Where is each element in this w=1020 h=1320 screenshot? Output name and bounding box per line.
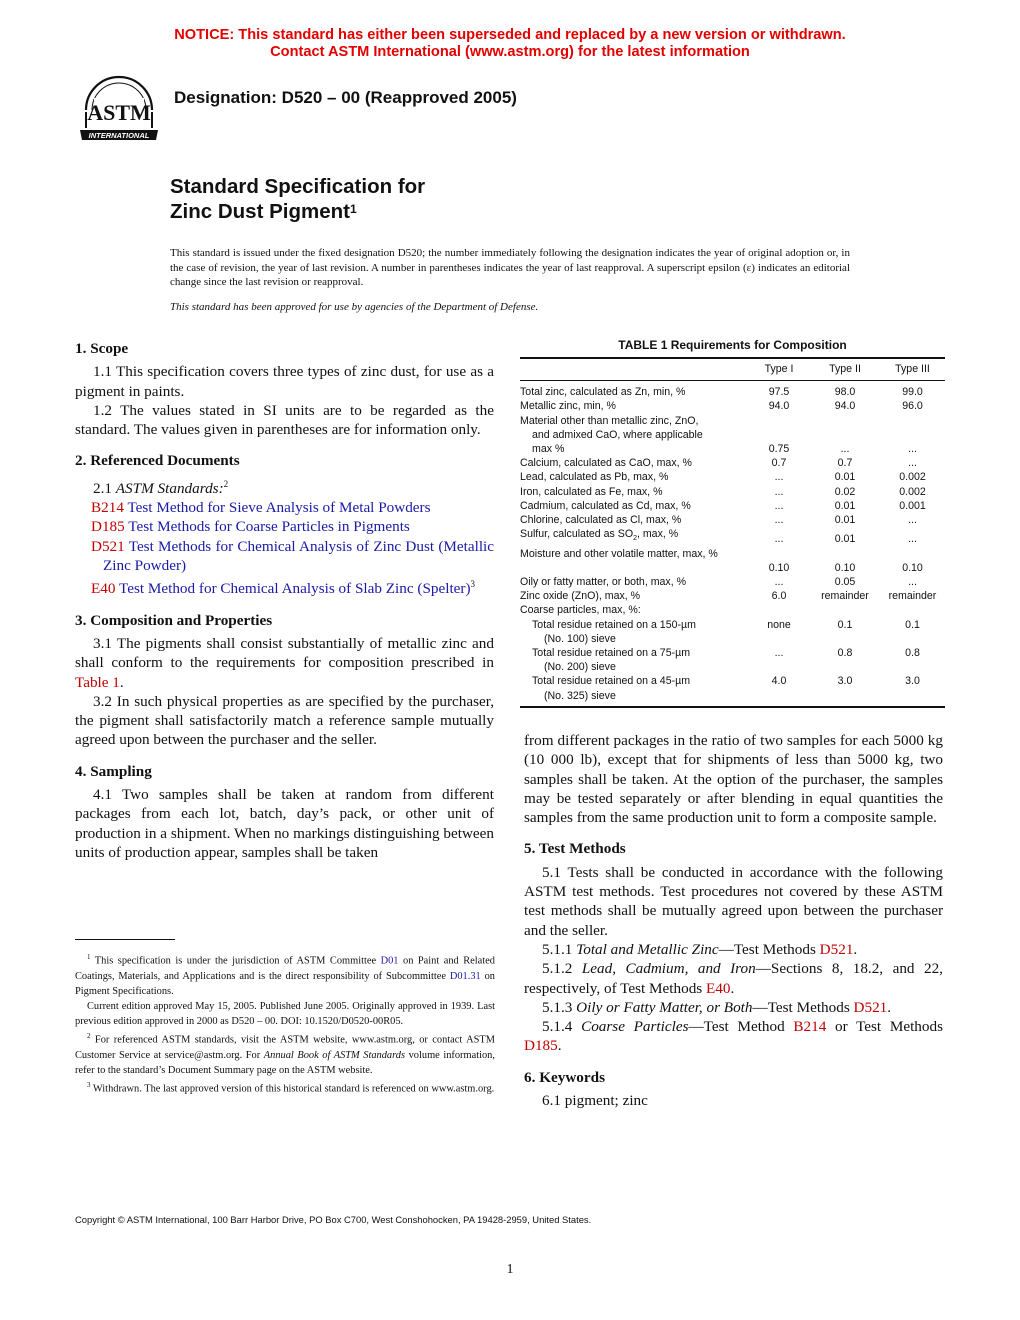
table-cell: 0.8 [905,646,920,659]
table-row-label: Total residue retained on a 45-µm [532,675,691,688]
table-cell: ... [774,533,784,546]
table-row [520,632,945,646]
table-cell: ... [774,514,784,527]
table-row [520,561,945,575]
table-row-label: (No. 100) sieve [544,632,616,645]
section-heading-test-methods: 5. Test Methods [524,840,626,858]
table-row [520,399,945,413]
table-cell [880,414,945,428]
table-cell: remainder [888,590,937,603]
table-row [520,660,945,674]
astm-logo [78,72,160,148]
table-cell: 4.0 [771,675,787,688]
table-header-cell: Type I [764,363,794,375]
table-cell: 0.7 [837,457,853,470]
table-row [520,689,945,707]
committee-link[interactable]: D01 [380,955,399,967]
title-footnote-marker: 1 [349,202,357,216]
table-cell [810,428,880,442]
reference-title-link[interactable]: Test Methods for Chemical Analysis of Zinc Dust (Metallic Zinc Powder) [103,537,494,575]
footnote-1-edition: Current edition approved May 15, 2005. Published June 2005. Originally approved in 1939. Last previous edition approved in 2000 as D520 – 00. DOI: 10.1520/D0520-00R05. [75,1000,495,1027]
section-heading-scope: 1. Scope [75,340,129,357]
copyright-line: Copyright © ASTM International, 100 Barr Harbor Drive, PO Box C700, West Conshohocken, PA 19428-2959, United States. [75,1214,592,1225]
footnote-rule [75,939,175,940]
title-line-1: Standard Specification for [170,175,426,198]
table-row [520,527,945,546]
left-column [75,339,494,862]
table-cell: 0.001 [899,499,926,512]
table-title: TABLE 1 Requirements for Composition [618,338,847,352]
table-cell: ... [774,485,784,498]
table-cell: 94.0 [768,400,790,413]
table-row-label: Calcium, calculated as CaO, max, % [520,457,692,470]
table-row [520,674,945,688]
table-row-label: Zinc oxide (ZnO), max, % [520,590,641,603]
footnote-3: $^3$ Withdrawn. The last approved version of this historical standard is referenced on www.astm.org. [87,1080,495,1095]
table-cell [748,660,810,674]
table-cell: remainder [821,590,869,603]
table-row-label: Total zinc, calculated as Zn, min, % [520,386,686,399]
reference-title-link[interactable]: Test Method for Chemical Analysis of Slab Zinc (Spelter) [115,580,471,598]
table-cell: ... [908,575,917,588]
table-header-cell [520,358,748,381]
reference-item [75,498,494,517]
paragraph-4-1-continued: from different packages in the ratio of two samples for each 5000 kg (10 000 lb), except that for shipments of less than 5000 kg, two samples shall be taken. At the option of the purchaser, the samples may be tested separately or after blending in equal quantities the samples from the same production unit to form a composite sample. [524,732,943,827]
reference-title-link[interactable]: Test Method for Sieve Analysis of Metal Powders [123,499,431,517]
table-row-label: Oily or fatty matter, or both, max, % [520,575,687,588]
table-row-label: (No. 325) sieve [544,689,616,702]
table-row-label: Coarse particles, max, %: [520,604,641,617]
section-heading-keywords: 6. Keywords [524,1068,605,1086]
d521-link[interactable]: D521 [819,940,854,958]
table-cell: 0.01 [834,471,856,484]
table-cell: ... [774,471,784,484]
table-cell: 3.0 [837,675,853,688]
logo-subtext: INTERNATIONAL [88,131,150,140]
table-row-label: Chlorine, calculated as Cl, max, % [520,514,682,527]
table-row [520,428,945,442]
table-row [520,589,945,603]
table-cell [880,547,945,561]
table-cell: 0.01 [834,533,856,546]
footnotes [75,950,495,1096]
table-cell: ... [908,533,917,546]
paragraph-3-2: 3.2 In such physical properties as are specified by the purchaser, the pigment shall satisfactorily match a reference sample mutually agreed upon between the purchaser and the seller. [75,692,494,749]
table-row [520,499,945,513]
table-cell [880,603,945,617]
table-row [520,513,945,527]
table-cell: 0.7 [771,457,787,470]
table-cell: 6.0 [771,590,787,603]
document-title [170,174,425,224]
table-row-label: Cadmium, calculated as Cd, max, % [520,499,691,512]
table-cell: 0.05 [834,575,856,588]
table-row-label: Iron, calculated as Fe, max, % [520,485,663,498]
issuance-note: This standard is issued under the fixed designation D520; the number immediately following the designation indicates the year of original adoption or, in the case of revision, the year of last revision. A number in parentheses indicates the year of last reapproval. A superscript epsilon (ε) indicates an editorial change since the last revision or reapproval. [170,247,850,289]
table-cell [880,428,945,442]
paragraph-1-1: 1.1 This specification covers three types of zinc dust, for use as a pigment in paints. [75,363,494,400]
table-cell [748,414,810,428]
table-cell: ... [908,514,917,527]
d521-link[interactable]: D521 [853,998,888,1016]
table-cell: ... [774,575,784,588]
table-row-label: Lead, calculated as Pb, max, % [520,471,669,484]
table-cell: ... [840,443,850,456]
table-row [520,485,945,499]
table-cell [748,428,810,442]
table-row-label: max % [532,443,565,456]
paragraph-5-1-3: 5.1.3 Oily or Fatty Matter, or Both—Test Methods D521. [542,998,892,1016]
table-header-cell: Type II [829,363,861,375]
table-1-link[interactable]: Table 1 [75,673,120,691]
paragraph-5-1: 5.1 Tests shall be conducted in accordance with the following ASTM test methods. Test procedures not covered by these ASTM test methods shall be mutually agreed upon between the purchaser and the seller. [524,863,943,939]
table-row [520,470,945,484]
table-row-label: Total residue retained on a 150-µm [532,618,696,631]
table-cell: 0.10 [902,561,923,574]
table-row [520,442,945,456]
right-column [524,731,943,1110]
reference-code-link[interactable]: B214 [91,499,124,517]
b214-link[interactable]: B214 [793,1018,827,1036]
table-row-label: and admixed CaO, where applicable [532,428,703,441]
reference-item [75,537,494,576]
table-cell [748,603,810,617]
table-cell: 0.01 [834,514,856,527]
table-cell: 96.0 [902,400,923,413]
table-cell: 3.0 [905,675,920,688]
table-row [520,414,945,428]
table-cell: 0.10 [834,561,856,574]
table-cell [880,689,945,707]
table-cell: 0.02 [834,485,856,498]
table-row [520,456,945,470]
section-heading-referenced-documents: 2. Referenced Documents [75,452,240,470]
astm-logo-mark [78,72,160,148]
logo-text: ASTM [87,100,151,125]
table-row-label: Metallic zinc, min, % [520,400,616,413]
section-heading-sampling: 4. Sampling [75,762,152,780]
section-heading-composition: 3. Composition and Properties [75,611,273,629]
table-body [520,381,945,707]
withdrawal-notice [0,27,1020,61]
table-row-label: Sulfur, calculated as $SO_2$, max, % [520,528,679,543]
table-cell: 0.1 [905,618,920,631]
table-cell: 0.10 [768,561,790,574]
paragraph-2-1: 2.1 ASTM Standards:$^2$ [93,478,229,497]
table-cell [748,632,810,646]
table-row-label: Moisture and other volatile matter, max, % [520,547,718,560]
footnote-2: $^2$ For referenced ASTM standards, visit the ASTM website, www.astm.org, or contact ASTM Customer Service at service@astm.org. For Annual Book of ASTM Standards volume information, refer to the standard’s Document Summary page on the ASTM website. [75,1031,495,1076]
table-cell: ... [908,443,917,456]
table-cell [880,632,945,646]
table-cell [748,689,810,707]
reference-item [75,517,494,536]
d185-link[interactable]: D185 [524,1037,558,1055]
page-number: 1 [506,1262,514,1277]
table-cell: 0.002 [899,471,926,484]
table-cell: 0.8 [837,646,853,659]
footnote-1: $^1$ This specification is under the jurisdiction of ASTM Committee D01 on Paint and Related Coatings, Materials, and Applications and is the direct responsibility of Subcommittee D01.31 on Pigment Specifications. [75,953,495,997]
paragraph-5-1-4: 5.1.4 Coarse Particles—Test Method B214 or Test Methods D185. [524,1018,944,1055]
notice-line-1: NOTICE: This standard has either been superseded and replaced by a new version or withdrawn. [174,27,846,43]
paragraph-4-1: 4.1 Two samples shall be taken at random from different packages from each lot, batch, day’s pack, or other unit of production in a shipment. When no markings distinguishing between units of production appear, samples shall be taken [75,786,494,861]
notice-line-2: Contact ASTM International (www.astm.org) for the latest information [270,44,750,60]
composition-table-wrapper [520,357,945,708]
paragraph-3-1: 3.1 The pigments shall consist substantially of metallic zinc and shall conform to the requirements for composition prescribed in Table 1. [75,634,494,691]
table-cell [880,660,945,674]
title-line-2: Zinc Dust Pigment$^1$ [170,200,357,223]
subcommittee-link[interactable]: D01.31 [449,970,481,982]
composition-table [520,357,945,708]
paragraph-5-1-2: 5.1.2 Lead, Cadmium, and Iron—Sections 8, 18.2, and 22, respectively, of Test Methods E40. [524,960,943,997]
table-row-label: (No. 200) sieve [544,661,616,674]
table-cell [810,689,880,707]
table-row [520,618,945,632]
table-cell: 97.5 [768,386,790,399]
table-row-label [520,561,748,575]
reference-code-link[interactable]: E40 [91,580,116,598]
table-cell: 98.0 [834,386,856,399]
table-cell: ... [774,499,784,512]
reference-title-link[interactable]: Test Methods for Coarse Particles in Pigments [124,518,410,536]
table-row [520,547,945,561]
paragraph-5-1-1: 5.1.1 Total and Metallic Zinc—Test Methods D521. [542,940,858,958]
dod-approval-note: This standard has been approved for use by agencies of the Department of Defense. [170,301,539,313]
paragraph-1-2: 1.2 The values stated in SI units are to be regarded as the standard. The values given in parentheses are for information only. [75,401,494,439]
table-row [520,575,945,589]
table-row-label: Total residue retained on a 75-µm [532,646,691,659]
table-cell [810,603,880,617]
table-cell: 0.002 [899,485,926,498]
table-row [520,381,945,400]
table-cell: ... [908,457,917,470]
table-header-cell: Type III [895,363,930,375]
designation: Designation: D520 – 00 (Reapproved 2005) [174,88,517,107]
table-cell: 0.1 [837,618,853,631]
table-header-row [520,358,945,381]
table-cell: none [767,618,791,631]
table-cell [810,547,880,561]
table-cell: ... [774,646,784,659]
table-cell [748,547,810,561]
paragraph-6-1: 6.1 pigment; zinc [542,1092,648,1110]
reference-code-link[interactable]: D185 [91,518,125,536]
e40-link[interactable]: E40 [706,979,731,997]
reference-code-link[interactable]: D521 [91,537,125,555]
table-cell: 94.0 [834,400,856,413]
table-cell: 99.0 [902,386,923,399]
table-cell [810,660,880,674]
table-cell: 0.75 [768,443,790,456]
table-cell: 0.01 [834,499,856,512]
table-row [520,646,945,660]
table-cell [810,414,880,428]
reference-item: E40 Test Method for Chemical Analysis of Slab Zinc (Spelter)$^3$ [91,579,476,598]
table-row-label: Material other than metallic zinc, ZnO, [520,414,699,427]
table-cell [810,632,880,646]
table-row [520,603,945,617]
